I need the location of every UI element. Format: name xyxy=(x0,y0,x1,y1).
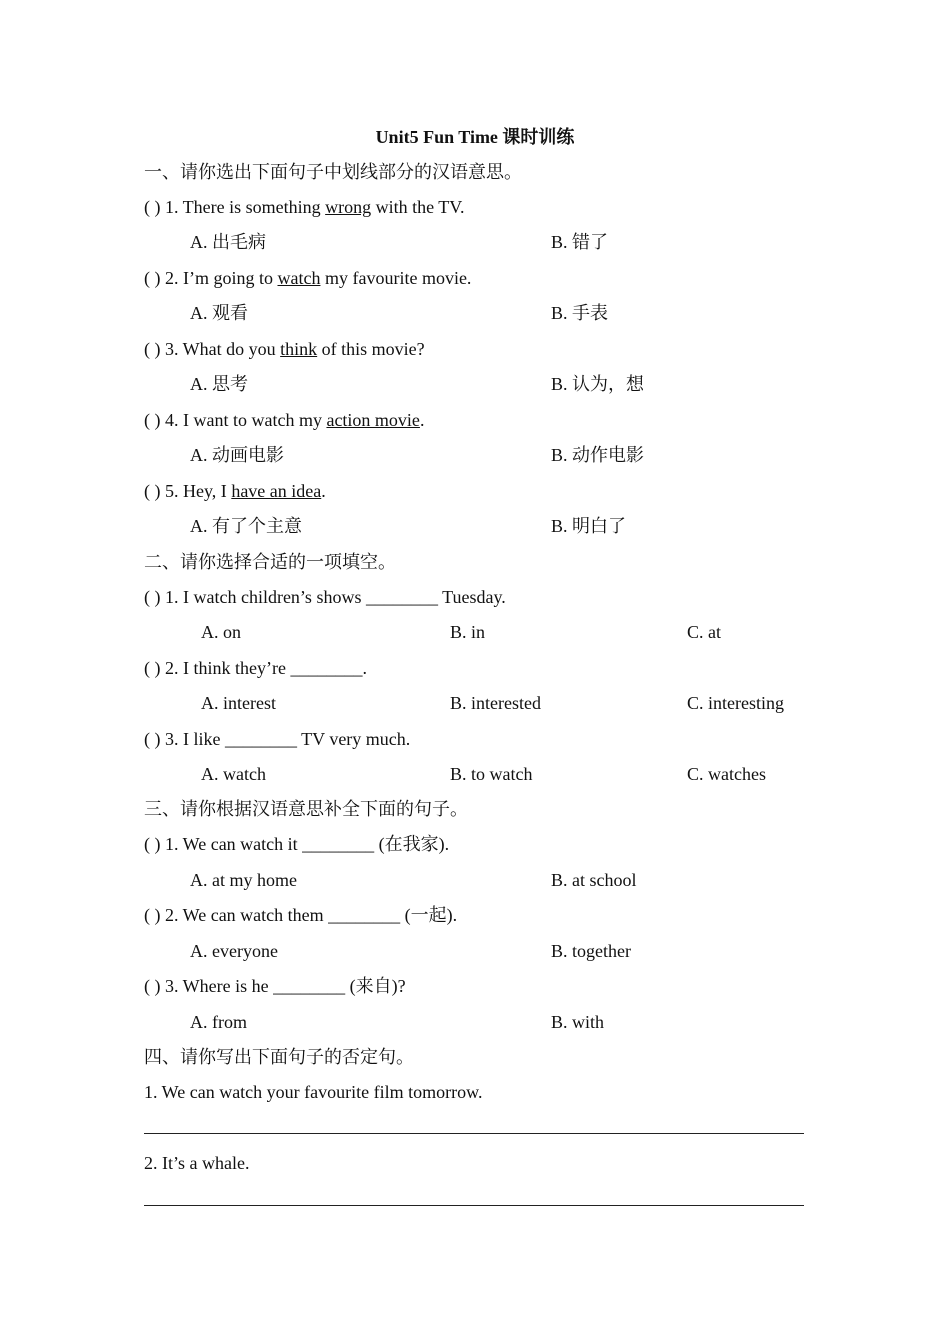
s1-q5-option-b: B. 明白了 xyxy=(551,516,627,536)
s1-question-5: ( ) 5. Hey, I have an idea. xyxy=(144,481,326,501)
s1-q3-option-a: A. 思考 xyxy=(190,374,248,394)
s1-q4-option-b: B. 动作电影 xyxy=(551,445,645,465)
s2-q1-option-b: B. in xyxy=(450,622,486,642)
s2-q2-option-b: B. interested xyxy=(450,693,541,713)
s2-question-1: ( ) 1. I watch children’s shows ________ Tuesday. xyxy=(144,587,506,607)
s3-q3-option-b: B. with xyxy=(551,1012,605,1032)
section3-heading: 三、请你根据汉语意思补全下面的句子。 xyxy=(144,799,468,819)
s2-q3-option-c: C. watches xyxy=(687,764,766,784)
s2-question-3: ( ) 3. I like ________ TV very much. xyxy=(144,729,411,749)
s2-q2-option-a: A. interest xyxy=(201,693,276,713)
s1-q2-option-a: A. 观看 xyxy=(190,303,248,323)
s4-item-1-answer-line[interactable] xyxy=(144,1133,804,1134)
s3-question-2: ( ) 2. We can watch them ________ (一起). xyxy=(144,905,458,925)
s3-q3-option-a: A. from xyxy=(190,1012,247,1032)
section2-heading: 二、请你选择合适的一项填空。 xyxy=(144,552,396,572)
s3-q1-option-a: A. at my home xyxy=(190,870,297,890)
s4-item-2-answer-line[interactable] xyxy=(144,1205,804,1206)
s1-q5-option-a: A. 有了个主意 xyxy=(190,516,302,536)
s1-q1-option-b: B. 错了 xyxy=(551,232,609,252)
s2-q3-option-b: B. to watch xyxy=(450,764,533,784)
s1-q1-option-a: A. 出毛病 xyxy=(190,232,266,252)
s1-q3-option-b: B. 认为，想 xyxy=(551,374,645,394)
s1-q2-option-b: B. 手表 xyxy=(551,303,609,323)
s1-question-1: ( ) 1. There is something wrong with the TV. xyxy=(144,197,465,217)
s4-item-1: 1. We can watch your favourite film tomorrow. xyxy=(144,1082,483,1102)
page-title: Unit5 Fun Time 课时训练 xyxy=(375,127,575,147)
s3-question-3: ( ) 3. Where is he ________ (来自)? xyxy=(144,976,406,996)
s1-question-3: ( ) 3. What do you think of this movie? xyxy=(144,339,425,359)
s1-q4-option-a: A. 动画电影 xyxy=(190,445,284,465)
s1-question-2: ( ) 2. I’m going to watch my favourite movie. xyxy=(144,268,472,288)
s2-question-2: ( ) 2. I think they’re ________. xyxy=(144,658,367,678)
section1-heading: 一、请你选出下面句子中划线部分的汉语意思。 xyxy=(144,162,522,182)
s3-q2-option-b: B. together xyxy=(551,941,631,961)
s1-question-4: ( ) 4. I want to watch my action movie. xyxy=(144,410,425,430)
s4-item-2: 2. It’s a whale. xyxy=(144,1153,250,1173)
s2-q1-option-a: A. on xyxy=(201,622,241,642)
s2-q3-option-a: A. watch xyxy=(201,764,266,784)
section4-heading: 四、请你写出下面句子的否定句。 xyxy=(144,1047,414,1067)
s3-q2-option-a: A. everyone xyxy=(190,941,278,961)
s2-q1-option-c: C. at xyxy=(687,622,721,642)
s3-question-1: ( ) 1. We can watch it ________ (在我家). xyxy=(144,834,450,854)
s3-q1-option-b: B. at school xyxy=(551,870,637,890)
s2-q2-option-c: C. interesting xyxy=(687,693,784,713)
